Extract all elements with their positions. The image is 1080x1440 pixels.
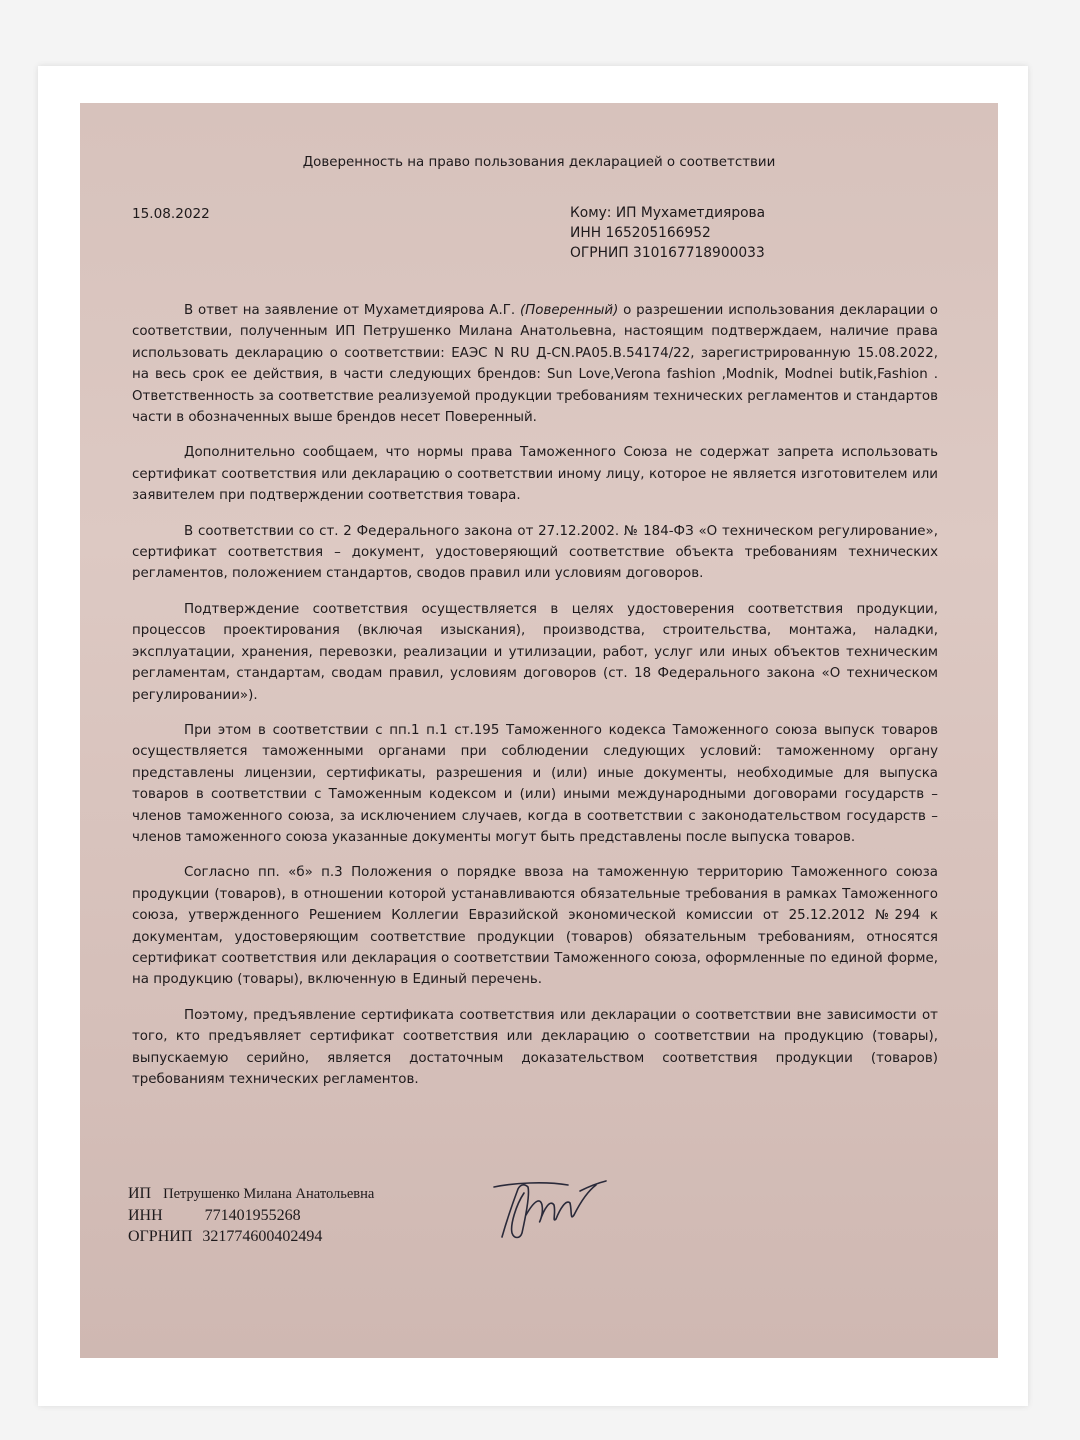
signer-ogrnip-label: ОГРНИП (128, 1228, 193, 1245)
signer-name: Петрушенко Милана Анатольевна (163, 1186, 375, 1202)
document-page (80, 103, 998, 1358)
signer-block (128, 1183, 374, 1247)
paragraph-1-start: В ответ на заявление от Мухаметдиярова А.Г. (184, 303, 520, 318)
recipient-inn: ИНН 165205166952 (570, 225, 711, 241)
signer-inn-label: ИНН (128, 1207, 163, 1224)
document-body (132, 300, 938, 1104)
signer-inn-row (128, 1205, 374, 1226)
paragraph-7: Поэтому, предъявление сертификата соответствия или декларации о соответствии вне зависимости от того, кто предъявляет сертификат соответствия или декларацию о соответствии на продукцию (товары), выпускаемую серийно, является достаточным доказательством соответствия продукции (товаров) требованиям технических регламентов. (132, 1007, 938, 1087)
paragraph-1-italic: (Поверенный) (519, 303, 619, 318)
paragraph-2: Дополнительно сообщаем, что нормы права Таможенного Союза не содержат запрета использовать сертификат соответствия или декларацию о соответствии иному лицу, которое не является изготовителем или заявителем при подтверждении соответствия товара. (132, 445, 938, 504)
signer-name-row (128, 1183, 374, 1205)
paragraph-4: Подтверждение соответствия осуществляется в целях удостоверения соответствия продукции, процессов проектирования (включая изыскания), производства, строительства, монтажа, наладки, эксплуатации, хранения, перевозки, реализации и утилизации, работ, услуг или иных объектов техническим регламентам, стандартам, сводам правил, условиям договоров (ст. 18 Федерального закона «О техническом регулировании»). (132, 601, 938, 703)
recipient-to: Кому: ИП Мухаметдиярова (570, 205, 766, 221)
signer-ip-label: ИП (128, 1185, 152, 1202)
recipient-block (570, 203, 765, 263)
handwritten-signature (484, 1175, 614, 1245)
signer-ogrnip: 321774600402494 (202, 1228, 323, 1245)
recipient-ogrnip: ОГРНИП 310167718900033 (570, 245, 765, 261)
document-title: Доверенность на право пользования декларацией о соответствии (302, 155, 776, 170)
signer-ogrnip-row (128, 1226, 374, 1247)
signer-inn: 771401955268 (204, 1207, 301, 1224)
paragraph-6: Согласно пп. «б» п.3 Положения о порядке ввоза на таможенную территорию Таможенного союза продукции (товаров), в отношении которой устанавливаются обязательные требования в рамках Таможенного союза, утвержденного Решением Коллегии Евразийской экономической комиссии от 25.12.2012 №294 к документам, удостоверяющим соответствие продукции (товаров) обязательным требованиям, относятся сертификат соответствия или декларация о соответствии Таможенного союза, оформленные по единой форме, на продукцию (товары), включенную в Единый перечень. (132, 865, 938, 988)
paragraph-3: В соответствии со ст. 2 Федерального закона от 27.12.2002. № 184-ФЗ «О техническом регулирование», сертификат соответствия – документ, удостоверяющий соответствие объекта требованиям технических регламентов, положением стандартов, сводов правил или условиям договоров. (132, 523, 938, 582)
paragraph-1 (132, 300, 938, 428)
document-date: 15.08.2022 (132, 206, 210, 222)
paragraph-5: При этом в соответствии с пп.1 п.1 ст.195 Таможенного кодекса Таможенного союза выпуск товаров осуществляется таможенными органами при соблюдении следующих условий: таможенному органу представлены лицензии, сертификаты, разрешения и (или) иные документы, необходимые для выпуска товаров в соответствии с Таможенным кодексом и (или) иными международными договорами государств – членов таможенного союза, за исключением случаев, когда в соответствии с законодательством государств – членов таможенного союза указанные документы могут быть представлены после выпуска товаров. (132, 722, 938, 845)
paragraph-1-end: о разрешении использования декларации о соответствии, полученным ИП Петрушенко Милана Анатольевна, настоящим подтверждаем, наличие права использовать декларацию о соответствии: ЕАЭС N RU Д-CN.PA05.B.54174/22, зарегистрированную 15.08.2022, на весь срок ее действия, в части следующих брендов: Sun Love,Verona fashion ,Modnik, Modnei butik,Fashion . Ответственность за соответствие реализуемой продукции требованиям технических регламентов и стандартов части в обозначенных выше брендов несет Поверенный. (132, 303, 938, 426)
